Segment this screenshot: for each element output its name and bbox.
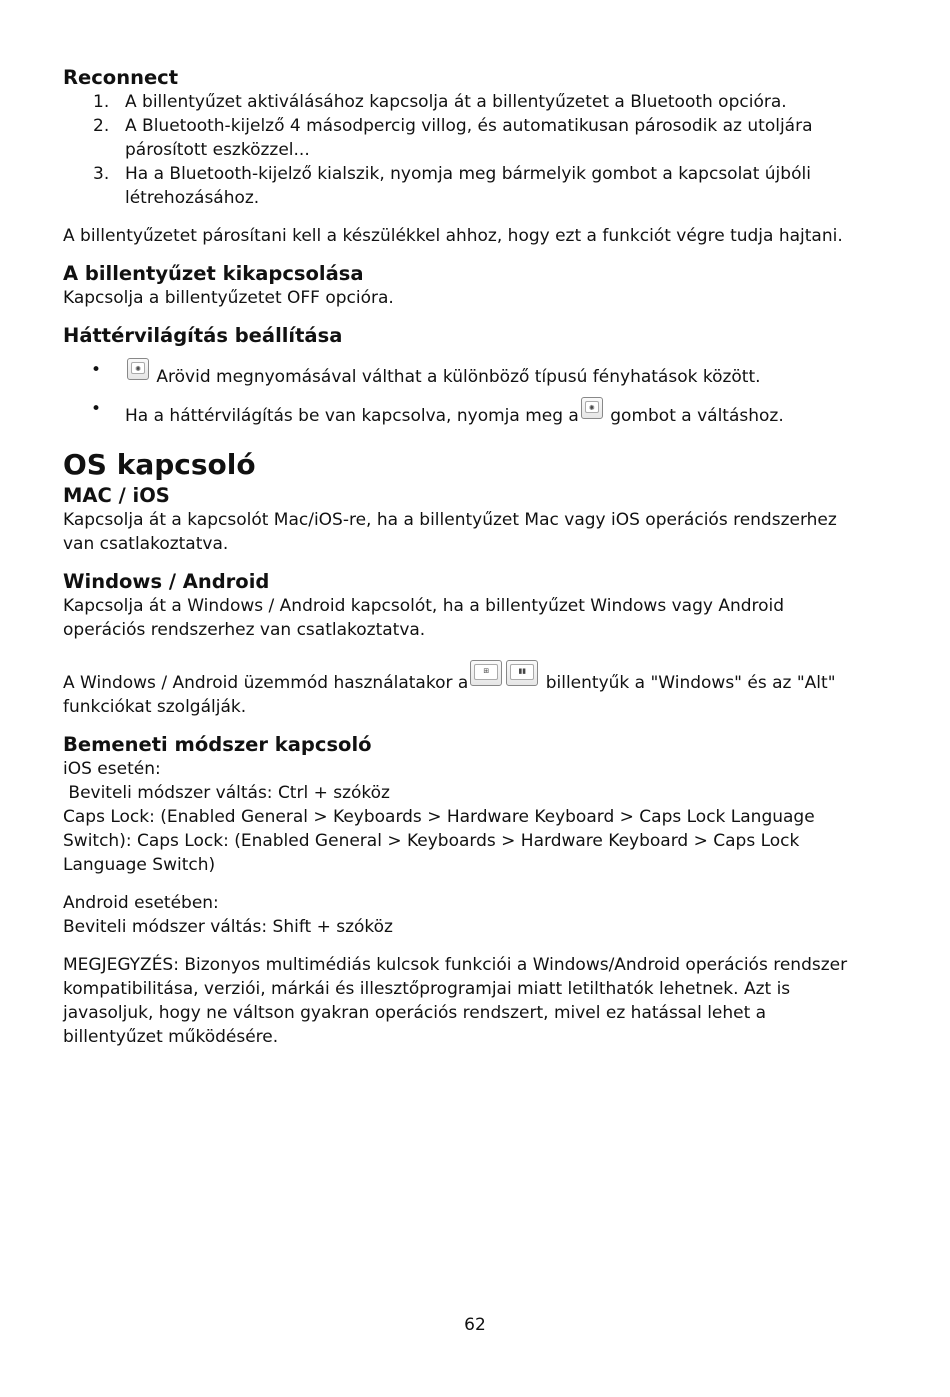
backlight-list [63, 352, 853, 428]
windows-text: Kapcsolja át a Windows / Android kapcsolót, ha a billentyűzet Windows vagy Android operációs rendszerhez van csatlakoztatva. [63, 596, 785, 640]
ios-caps-text: Caps Lock: (Enabled General > Keyboards > Hardware Keyboard > Caps Lock Language Switch): Caps Lock: (Enabled General > Keyboards > Hardware Keyboard > Caps Lock Language Switch) [63, 807, 815, 875]
mac-heading: MAC / iOS [63, 484, 170, 507]
android-label: Android esetében: [63, 893, 219, 913]
input-method-heading: Bemeneti módszer kapcsoló [63, 733, 372, 756]
power-off-heading: A billentyűzet kikapcsolása [63, 262, 364, 285]
ios-label: iOS esetén: [63, 759, 161, 779]
backlight-key-icon: ✺ [127, 358, 149, 380]
android-switch-text: Beviteli módszer váltás: Shift + szóköz [63, 917, 393, 937]
reconnect-heading: Reconnect [63, 66, 179, 89]
list-item: • ✺ Arövid megnyomásával válthat a különböző típusú fényhatások között. [91, 360, 761, 387]
backlight-key-icon: ✺ [581, 397, 603, 419]
page-number: 62 [464, 1315, 486, 1335]
list-item: 3. Ha a Bluetooth-kijelző kialszik, nyomja meg bármelyik gombot a kapcsolat újbóli létrehozásához. [93, 164, 811, 208]
windows-key-icon: ⊞ [470, 660, 502, 686]
mac-text: Kapcsolja át a kapcsolót Mac/iOS-re, ha a billentyűzet Mac vagy iOS operációs rendszerhez van csatlakoztatva. [63, 510, 837, 554]
power-off-text: Kapcsolja a billentyűzetet OFF opcióra. [63, 288, 394, 308]
os-switch-heading: OS kapcsoló [63, 448, 256, 481]
ios-switch-text: Beviteli módszer váltás: Ctrl + szóköz [63, 783, 390, 803]
list-item: 2. A Bluetooth-kijelző 4 másodpercig villog, és automatikusan párosodik az utoljára párosított eszközzel... [93, 116, 813, 160]
windows-heading: Windows / Android [63, 570, 270, 593]
windows-keys-text: A Windows / Android üzemmód használatakor a ⊞ ▮▮ billentyűk a "Windows" és az "Alt" funkciókat szolgálják. [63, 660, 853, 719]
list-item: • Ha a háttérvilágítás be van kapcsolva, nyomja meg a ✺ gombot a váltáshoz. [91, 399, 784, 426]
input-method-note: MEGJEGYZÉS: Bizonyos multimédiás kulcsok funkciói a Windows/Android operációs rendszer kompatibilitása, verziói, márkái és illesztőprogramjai miatt letilthatók lehetnek. Azt is javasoljuk, hogy ne váltson gyakran operációs rendszert, mivel ez hatással lehet a billentyűzet működésére. [63, 955, 848, 1047]
reconnect-note: A billentyűzetet párosítani kell a készülékkel ahhoz, hogy ezt a funkciót végre tudja hajtani. [63, 226, 843, 246]
backlight-heading: Háttérvilágítás beállítása [63, 324, 343, 347]
reconnect-steps [63, 90, 853, 210]
list-item: 1. A billentyűzet aktiválásához kapcsolja át a billentyűzetet a Bluetooth opcióra. [93, 92, 787, 112]
alt-key-icon: ▮▮ [506, 660, 538, 686]
document-page [63, 66, 853, 1049]
